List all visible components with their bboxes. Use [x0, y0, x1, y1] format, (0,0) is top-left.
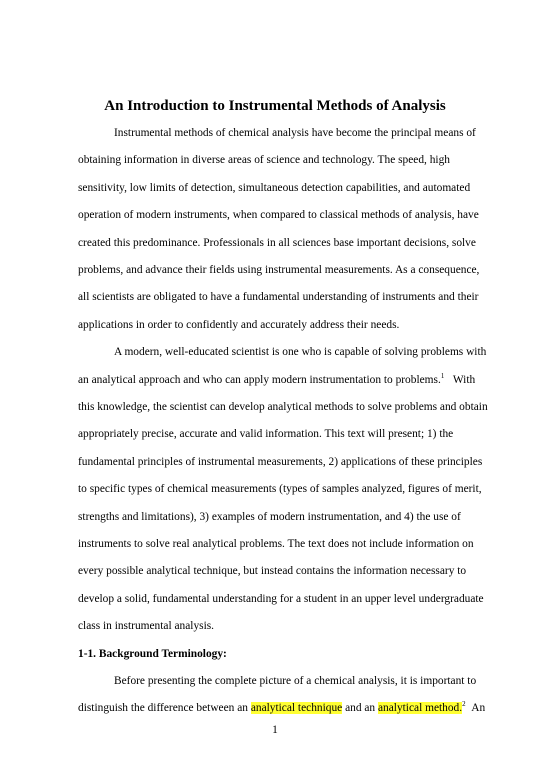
paragraph-line: Instrumental methods of chemical analysis have become the principal means of: [114, 127, 476, 139]
paragraph-line: problems, and advance their fields using instrumental measurements. As a consequence,: [78, 264, 480, 276]
paragraph-line: strengths and limitations), 3) examples of modern instrumentation, and 4) the use of: [78, 510, 461, 523]
paragraph-line: develop a solid, fundamental understanding for a student in an upper level undergraduate: [78, 592, 484, 605]
paragraph-line: obtaining information in diverse areas of science and technology. The speed, high: [78, 154, 450, 167]
paragraph-line: instruments to solve real analytical problems. The text does not include information on: [78, 538, 474, 550]
paragraph-text: An: [465, 702, 486, 715]
paragraph-line: [78, 373, 475, 387]
paragraph-line: operation of modern instruments, when compared to classical methods of analysis, have: [78, 209, 479, 222]
highlighted-term: analytical method.: [377, 702, 463, 715]
footnote-ref: 2: [462, 700, 466, 709]
paragraph-line: [78, 701, 485, 715]
paragraph-line: A modern, well-educated scientist is one who is capable of solving problems with: [114, 346, 487, 359]
page-number: 1: [272, 724, 278, 736]
paragraph-line: class in instrumental analysis.: [78, 620, 215, 633]
document-title: An Introduction to Instrumental Methods of Analysis: [104, 98, 446, 114]
paragraph-line: all scientists are obligated to have a fundamental understanding of instruments and their: [78, 291, 479, 304]
paragraph-line: created this predominance. Professionals in all sciences base important decisions, solve: [78, 236, 476, 249]
footnote-ref: 1: [440, 371, 445, 380]
paragraph-text: distinguish the difference between an: [78, 702, 251, 715]
paragraph-line: to specific types of chemical measurements (types of samples analyzed, figures of merit,: [78, 483, 482, 496]
paragraph-line: Before presenting the complete picture of a chemical analysis, it is important to: [114, 675, 477, 687]
section-heading: 1-1. Background Terminology:: [78, 647, 227, 660]
paragraph-text: and an: [342, 702, 378, 715]
highlighted-term: analytical technique: [250, 702, 343, 715]
paragraph-line: appropriately precise, accurate and valid information. This text will present; 1) the: [78, 428, 454, 441]
paragraph-line: sensitivity, low limits of detection, simultaneous detection capabilities, and automated: [78, 181, 471, 194]
paragraph-line: fundamental principles of instrumental measurements, 2) applications of these principles: [78, 455, 483, 468]
paragraph-text: an analytical approach and who can apply modern instrumentation to problems.: [78, 373, 441, 386]
paragraph-line: every possible analytical technique, but instead contains the information necessary to: [78, 565, 467, 578]
paragraph-line: applications in order to confidently and accurately address their needs.: [78, 318, 400, 331]
paragraph-line: this knowledge, the scientist can develop analytical methods to solve problems and obtain: [78, 401, 488, 413]
paragraph-text: With: [452, 373, 476, 386]
